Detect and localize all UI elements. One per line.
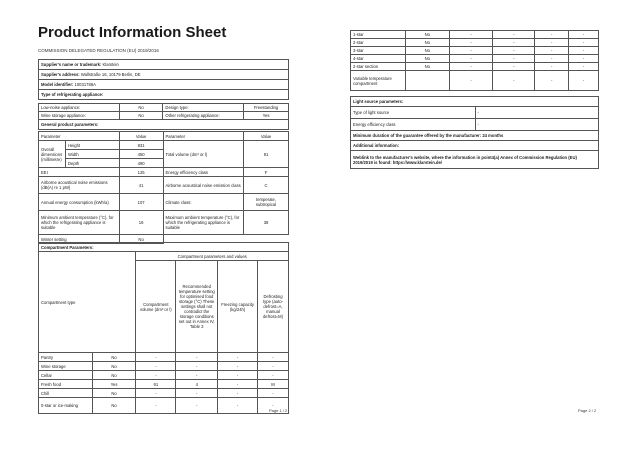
- compartment-freeze: -: [535, 63, 569, 71]
- compartment-present: [405, 71, 449, 91]
- width-value: 450: [119, 150, 163, 159]
- other-refrig-value: Yes: [244, 112, 289, 120]
- wine-storage-label: Wine storage appliance:: [39, 112, 120, 120]
- compartment-name: Fresh food: [39, 380, 93, 389]
- other-refrig-label: Other refrigerating appliance:: [163, 112, 244, 120]
- supplier-name-value: Klarstein: [102, 62, 119, 67]
- low-noise-value: No: [119, 104, 163, 112]
- wine-storage-value: No: [119, 112, 163, 120]
- min-temp-value: 16: [119, 211, 163, 235]
- table-row: [39, 398, 289, 414]
- supplier-address-value: Wallstraße 16, 10179 Berlin, DE: [80, 72, 141, 77]
- compartment-present: Yes: [92, 380, 136, 389]
- compartment-name: 1-star: [351, 31, 406, 39]
- compartment-present: No: [92, 398, 136, 414]
- compartment-temp: -: [493, 55, 535, 63]
- max-temp-label: Maximum ambient temperature (°C), for which the refrigerating appliance is suitable: [163, 211, 244, 235]
- compartment-volume: -: [449, 63, 493, 71]
- overall-dim-label: Overall dimensions (millimetre): [39, 141, 66, 168]
- depth-value: 490: [119, 159, 163, 168]
- compartment-volume: -: [449, 71, 493, 91]
- compartment-freeze: -: [218, 380, 258, 389]
- compartment-volume: -: [449, 31, 493, 39]
- compartment-name: 0-star or ice-making: [39, 398, 93, 414]
- table-row: [39, 371, 289, 380]
- model-identifier-value: 10031786A: [74, 82, 96, 87]
- compartment-name: 2-star: [351, 39, 406, 47]
- compartment-name: Chill: [39, 389, 93, 398]
- table-row: [351, 55, 599, 63]
- compartment-defrost: -: [569, 55, 599, 63]
- recommended-temp-header: Recommended temperature setting for optimised food storage (°C) These settings shall not contradict the storage conditions set out in Annex IV, Table 3: [176, 261, 218, 353]
- compartment-defrost: -: [258, 371, 289, 380]
- eei-value: 125: [119, 168, 163, 177]
- compartment-present: No: [92, 389, 136, 398]
- compartment-temp: -: [176, 362, 218, 371]
- noise-class-value: C: [244, 177, 289, 194]
- compartment-name: 2-star section: [351, 63, 406, 71]
- table-row: [351, 47, 599, 55]
- compartment-temp: -: [493, 71, 535, 91]
- noise-emissions-label: Airborne acoustical noise emissions (dB(A) re 1 pW): [39, 177, 120, 194]
- compartment-freeze: -: [535, 55, 569, 63]
- comp-volume-header: Compartment volume (dm³ or l): [136, 261, 176, 353]
- design-type-label: Design type:: [163, 104, 244, 112]
- compartment-volume: -: [449, 47, 493, 55]
- compartment-table-2: [350, 30, 599, 91]
- compartment-volume: -: [136, 362, 176, 371]
- compartment-volume: -: [449, 39, 493, 47]
- defrosting-type-header: Defrosting type (auto-defrost=A, manual defrost=M): [258, 261, 289, 353]
- compartment-freeze: -: [535, 39, 569, 47]
- compartment-defrost: M: [258, 380, 289, 389]
- compartment-present: No: [405, 31, 449, 39]
- compartment-name: Cellar: [39, 371, 93, 380]
- compartment-present: No: [92, 353, 136, 362]
- table-row: [351, 31, 599, 39]
- width-label: Width: [65, 150, 119, 159]
- weblink-text: Weblink to the manufacturer's website, where the information in point4(a) Annex of Commission Regulation (EU) 2019/2019 is found: https://www.klarstein.de/: [351, 151, 599, 169]
- noise-class-label: Airborne acoustical noise emission class: [163, 177, 244, 194]
- supplier-table: [38, 59, 289, 100]
- compartment-defrost: -: [569, 71, 599, 91]
- page-number-2: Page 2 / 2: [578, 408, 597, 413]
- compartment-volume: -: [136, 353, 176, 362]
- light-type-value: -: [475, 107, 598, 119]
- compartment-defrost: -: [569, 31, 599, 39]
- compartment-name: Pantry: [39, 353, 93, 362]
- compartment-present: No: [405, 39, 449, 47]
- col-parameter-2: Parameter: [163, 132, 244, 141]
- compartment-defrost: -: [258, 362, 289, 371]
- winter-setting-label: Winter setting: [39, 235, 120, 244]
- supplier-address-row: [39, 70, 289, 80]
- light-type-label: Type of light source: [351, 107, 476, 119]
- annual-energy-value: 107: [119, 194, 163, 211]
- compartment-header: Compartment Parameters:: [39, 243, 289, 252]
- compartment-defrost: -: [569, 47, 599, 55]
- height-label: Height: [65, 141, 119, 150]
- depth-label: Depth: [65, 159, 119, 168]
- compartment-defrost: -: [569, 39, 599, 47]
- regulation-subtitle: COMMISSION DELEGATED REGULATION (EU) 2019/2016: [38, 48, 159, 53]
- compartment-freeze: -: [218, 353, 258, 362]
- compartment-freeze: -: [218, 389, 258, 398]
- compartment-volume: -: [136, 371, 176, 380]
- compartment-freeze: -: [218, 362, 258, 371]
- eei-label: EEI: [39, 168, 120, 177]
- table-row: [39, 380, 289, 389]
- compartment-present: No: [92, 371, 136, 380]
- noise-emissions-value: 41: [119, 177, 163, 194]
- compartment-present: No: [92, 362, 136, 371]
- annual-energy-label: Annual energy consumption (kWh/a): [39, 194, 120, 211]
- compartment-temp: -: [176, 353, 218, 362]
- energy-class-label: Energy efficiency class: [163, 168, 244, 177]
- col-parameter: Parameter: [39, 132, 120, 141]
- compartment-present: No: [405, 47, 449, 55]
- table-row: [351, 63, 599, 71]
- compartment-volume: 91: [136, 380, 176, 389]
- compartment-freeze: -: [218, 398, 258, 414]
- compartment-rows: [39, 353, 289, 414]
- compartment-present: No: [405, 55, 449, 63]
- compartment-defrost: -: [258, 353, 289, 362]
- compartment-freeze: -: [535, 31, 569, 39]
- compartment-temp: -: [493, 63, 535, 71]
- compartment-name: 4-star: [351, 55, 406, 63]
- design-type-value: Freestanding: [244, 104, 289, 112]
- energy-class-value: F: [244, 168, 289, 177]
- climate-class-value: temperate, subtropical: [244, 194, 289, 211]
- general-header: General product parameters:: [39, 120, 289, 130]
- compartment-name: 3-star: [351, 47, 406, 55]
- compartment-name: Variable temperature compartment: [351, 71, 406, 91]
- compartment-temp: 4: [176, 380, 218, 389]
- general-params-table: [38, 131, 289, 244]
- winter-setting-value: No: [119, 235, 163, 244]
- compartment-temp: -: [176, 371, 218, 380]
- supplier-name-label: Supplier's name or trademark:: [41, 62, 102, 67]
- table-row: [351, 71, 599, 91]
- climate-class-label: Climate class:: [163, 194, 244, 211]
- col-value-2: Value: [244, 132, 289, 141]
- additional-header: Additional information:: [351, 141, 599, 151]
- page-number-1: Page 1 / 2: [269, 408, 288, 413]
- table-row: [39, 362, 289, 371]
- guarantee-text: Minimum duration of the guarantee offered by the manufacturer: 24 months: [351, 131, 599, 141]
- freezing-capacity-header: Freezing capacity (kg/24h): [218, 261, 258, 353]
- compartment-temp: -: [493, 47, 535, 55]
- compartment-present: No: [405, 63, 449, 71]
- model-identifier-row: [39, 80, 289, 90]
- table-row: [39, 353, 289, 362]
- comp-params-header: Compartment parameters and values: [136, 252, 289, 261]
- compartment-freeze: -: [218, 371, 258, 380]
- model-identifier-label: Model identifier:: [41, 82, 74, 87]
- total-volume-label: Total volume (dm³ or l): [163, 141, 244, 168]
- supplier-address-label: Supplier's address:: [41, 72, 80, 77]
- table-row: [351, 39, 599, 47]
- compartment-freeze: -: [535, 47, 569, 55]
- compartment-volume: -: [136, 389, 176, 398]
- max-temp-value: 38: [244, 211, 289, 235]
- low-noise-label: Low-noise appliance:: [39, 104, 120, 112]
- total-volume-value: 91: [244, 141, 289, 168]
- compartment-defrost: -: [258, 398, 289, 414]
- compartment-defrost: -: [258, 389, 289, 398]
- compartment-volume: -: [136, 398, 176, 414]
- compartment-volume: -: [449, 55, 493, 63]
- type-header: Type of refrigerating appliance:: [39, 90, 289, 100]
- table-row: [39, 389, 289, 398]
- appliance-type-table: [38, 103, 289, 130]
- min-temp-label: Minimum ambient temperature (°C), for which the refrigerating appliance is suitable: [39, 211, 120, 235]
- compartment-temp: -: [176, 389, 218, 398]
- col-value: Value: [119, 132, 163, 141]
- compartment-defrost: -: [569, 63, 599, 71]
- light-class-value: -: [475, 119, 598, 131]
- light-header: Light source parameters:: [351, 97, 599, 107]
- height-value: 831: [119, 141, 163, 150]
- compartment-temp: -: [493, 31, 535, 39]
- light-class-label: Energy efficiency class: [351, 119, 476, 131]
- comp-type-header: Compartment type: [39, 252, 136, 353]
- light-source-table: [350, 96, 599, 169]
- compartment-table: [38, 242, 289, 414]
- compartment-temp: -: [493, 39, 535, 47]
- compartment-name: Wine storage: [39, 362, 93, 371]
- compartment-rows-2: [351, 31, 599, 91]
- compartment-freeze: -: [535, 71, 569, 91]
- page-title: Product Information Sheet: [38, 24, 227, 41]
- compartment-temp: -: [176, 398, 218, 414]
- supplier-name-row: [39, 60, 289, 70]
